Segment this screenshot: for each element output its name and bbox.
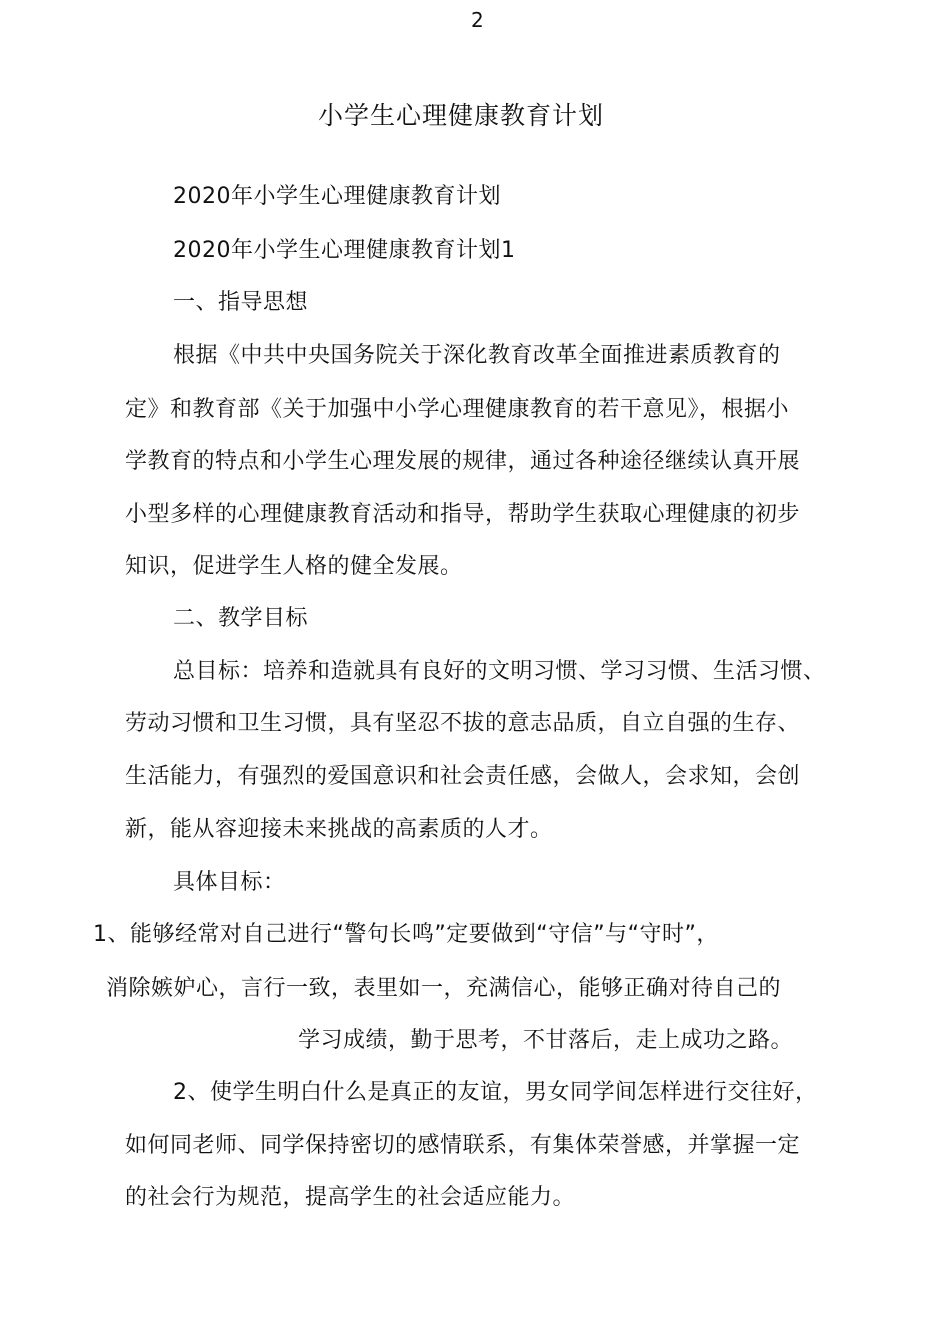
section-heading: 2020年小学生心理健康教育计划1 (173, 238, 516, 263)
list-item-line: 消除嫉妒心，言行一致，表里如一，充满信心，能够正确对待自己的 (106, 976, 782, 1001)
subheading-specific-goals: 具体目标： (173, 870, 286, 895)
section-heading-guiding-ideology: 一、指导思想 (173, 290, 309, 315)
paragraph-line: 小型多样的心理健康教育活动和指导，帮助学生获取心理健康的初步 (125, 502, 801, 527)
paragraph-line: 定》和教育部《关于加强中小学心理健康教育的若干意见》，根据小 (125, 397, 790, 422)
section-heading-teaching-goals: 二、教学目标 (173, 606, 309, 631)
list-item-line: 学习成绩，勤于思考，不甘落后，走上成功之路。 (298, 1028, 794, 1053)
list-item-line: 的社会行为规范，提高学生的社会适应能力。 (125, 1185, 576, 1210)
paragraph-line: 劳动习惯和卫生习惯，具有坚忍不拔的意志品质，自立自强的生存、 (125, 711, 801, 736)
list-item-line: 1、能够经常对自己进行“警句长鸣”定要做到“守信”与“守时”， (93, 922, 719, 947)
list-item-line: 2、使学生明白什么是真正的友谊，男女同学间怎样进行交往好， (173, 1080, 818, 1105)
page-number: 2 (471, 8, 485, 32)
list-item-line: 如何同老师、同学保持密切的感情联系，有集体荣誉感，并掌握一定 (125, 1133, 801, 1158)
paragraph-line: 学教育的特点和小学生心理发展的规律，通过各种途径继续认真开展 (125, 449, 801, 474)
paragraph-line: 根据《中共中央国务院关于深化教育改革全面推进素质教育的 (173, 343, 781, 368)
paragraph-line: 知识，促进学生人格的健全发展。 (125, 554, 463, 579)
paragraph-line: 生活能力，有强烈的爱国意识和社会责任感，会做人，会求知，会创 (125, 764, 801, 789)
paragraph-line: 新，能从容迎接未来挑战的高素质的人才。 (125, 817, 553, 842)
subtitle-line: 2020年小学生心理健康教育计划 (173, 184, 501, 209)
document-title: 小学生心理健康教育计划 (318, 101, 605, 130)
paragraph-line: 总目标：培养和造就具有良好的文明习惯、学习习惯、生活习惯、 (173, 659, 826, 684)
